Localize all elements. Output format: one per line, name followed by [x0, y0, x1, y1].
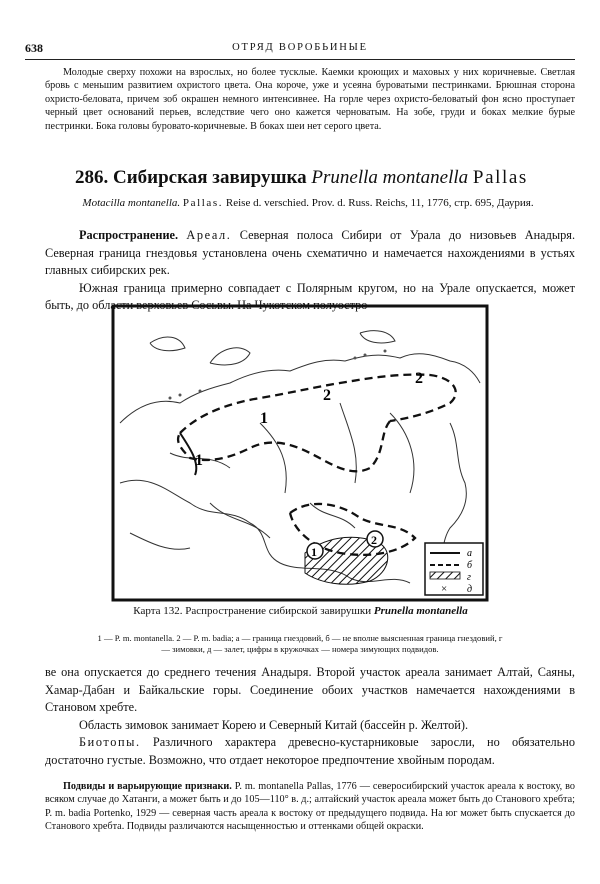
legend-letter: а: [467, 548, 472, 559]
distribution-text-1: Северная полоса Сибири от Урала до низовьев Анадыря. Северная граница гнездовья установлена очень схематично и намечается нахождениями в устьях главных сибирских рек.: [45, 228, 576, 277]
map-caption: [88, 604, 513, 618]
biotopes-label: Биотопы.: [79, 735, 141, 749]
legend-letter: б: [467, 560, 473, 571]
synonym-reference: Reise d. verschied. Prov. d. Russ. Reichs, 11, 1776, стр. 695, Даурия.: [225, 197, 534, 209]
subspecies-text: P. m. montanella Pallas, 1776 — северосибирский участок ареала к востоку, во всяком случае до Хатанги, а может быть и до 105—110° в. д.; алтайский участок ареала может быть до Станового хребта; P. m. badia Portenko, 1929 — северная часть ареала к востоку от предыдущего подвида. На юг может быть спускается до Станового хребта. Подвиды различаются насыщенностью и оттенками общей окраски.: [45, 781, 575, 833]
distribution-paragraph: [45, 227, 575, 280]
distribution-text-4: Область зимовок занимает Корею и Северный Китай (бассейн р. Желтой).: [79, 717, 469, 732]
subspecies-note: [45, 780, 575, 834]
species-latin-name: Prunella montanella: [311, 167, 469, 188]
novaya-zemlya: [210, 348, 250, 365]
page-number: 638: [25, 41, 43, 55]
range-label: Ареал.: [186, 228, 232, 242]
distribution-heading: Распространение.: [79, 228, 179, 242]
vagrant-mark: ×: [441, 583, 448, 595]
species-number: 286.: [75, 167, 109, 188]
distribution-continued: [45, 664, 575, 769]
biotopes-paragraph: [45, 734, 575, 769]
distribution-text-2: Южная граница примерно совпадает с Полярным кругом, но на Урале опускается, может быть, до области верховьев Сосьвы. На Чукотском полуостро-: [45, 280, 575, 312]
distribution-section: [45, 227, 575, 315]
map-region-label: 1: [195, 452, 203, 469]
rivers-borders: [130, 403, 414, 549]
legend-letter: д: [467, 584, 473, 595]
wintering-circle-label: 2: [371, 533, 377, 547]
intro-paragraph: Молодые сверху похожи на взрослых, но более тусклые. Каемки кроющих и маховых у них коричневые. Светлая бровь с меньшим развитием охристого цвета. Она короче, уже и усеяна буроватыми пестринками. Брюшная сторона охристо-беловата, причем зоб окрашен немного интенсивнее. На горле через охристо-беловатый фон ясно проступает черный цвет оснований перьев, вследствие чего оно кажется черноватым. На зобе, груди и боках мелкие бурые пестринки. Бока головы буровато-коричневые. В боках шеи нет серого цвета.: [45, 67, 575, 132]
synonymy: [78, 196, 538, 210]
biotopes-text: Различного характера древесно-кустарниковые заросли, но обязательно достаточно густые. Возможно, что отдает некоторое предпочтение хвойным породам.: [45, 735, 575, 767]
species-author: Pallas: [472, 167, 528, 188]
map-legend: [425, 543, 483, 595]
synonym-author: Pallas.: [182, 197, 224, 209]
species-russian-name: Сибирская завирушка: [113, 167, 307, 188]
wintering-circle-label: 1: [311, 545, 317, 559]
map-caption-latin: Prunella montanella: [373, 605, 468, 617]
header-rule: [25, 59, 575, 60]
map-region-label: 2: [415, 370, 423, 387]
map-region-label: 2: [323, 387, 331, 404]
legend-letter: г: [467, 572, 471, 583]
running-title: ОТРЯД ВОРОБЬИНЫЕ: [232, 42, 368, 53]
ural-boundary: [180, 433, 196, 475]
distribution-text-3: ве она опускается до среднего течения Анадыря. Второй участок ареала занимает Алтай, Саяны, Хамар-Дабан и Байкальские горы. Соединение обоих участков намечается нахождениями в Становом хребте.: [45, 665, 575, 714]
arctic-island: [360, 331, 395, 343]
arctic-island-2: [150, 337, 185, 351]
synonym-taxon: Motacilla montanella.: [82, 197, 181, 209]
map-region-label: 1: [260, 410, 268, 427]
range-map: [110, 303, 490, 603]
map-caption-text: Карта 132. Распространение сибирской завирушки: [133, 605, 372, 617]
subspecies-heading: Подвиды и варьирующие признаки.: [63, 781, 232, 792]
species-title: [75, 167, 528, 189]
breeding-boundary-southern: [178, 421, 390, 471]
map-legend-text: 1 — P. m. montanella. 2 — P. m. badia; а — граница гнездовий, б — не вполне выясненная граница гнездовий, г — зимовки, д — залет, цифры в кружочках — номера зимующих подвидов.: [97, 633, 503, 654]
